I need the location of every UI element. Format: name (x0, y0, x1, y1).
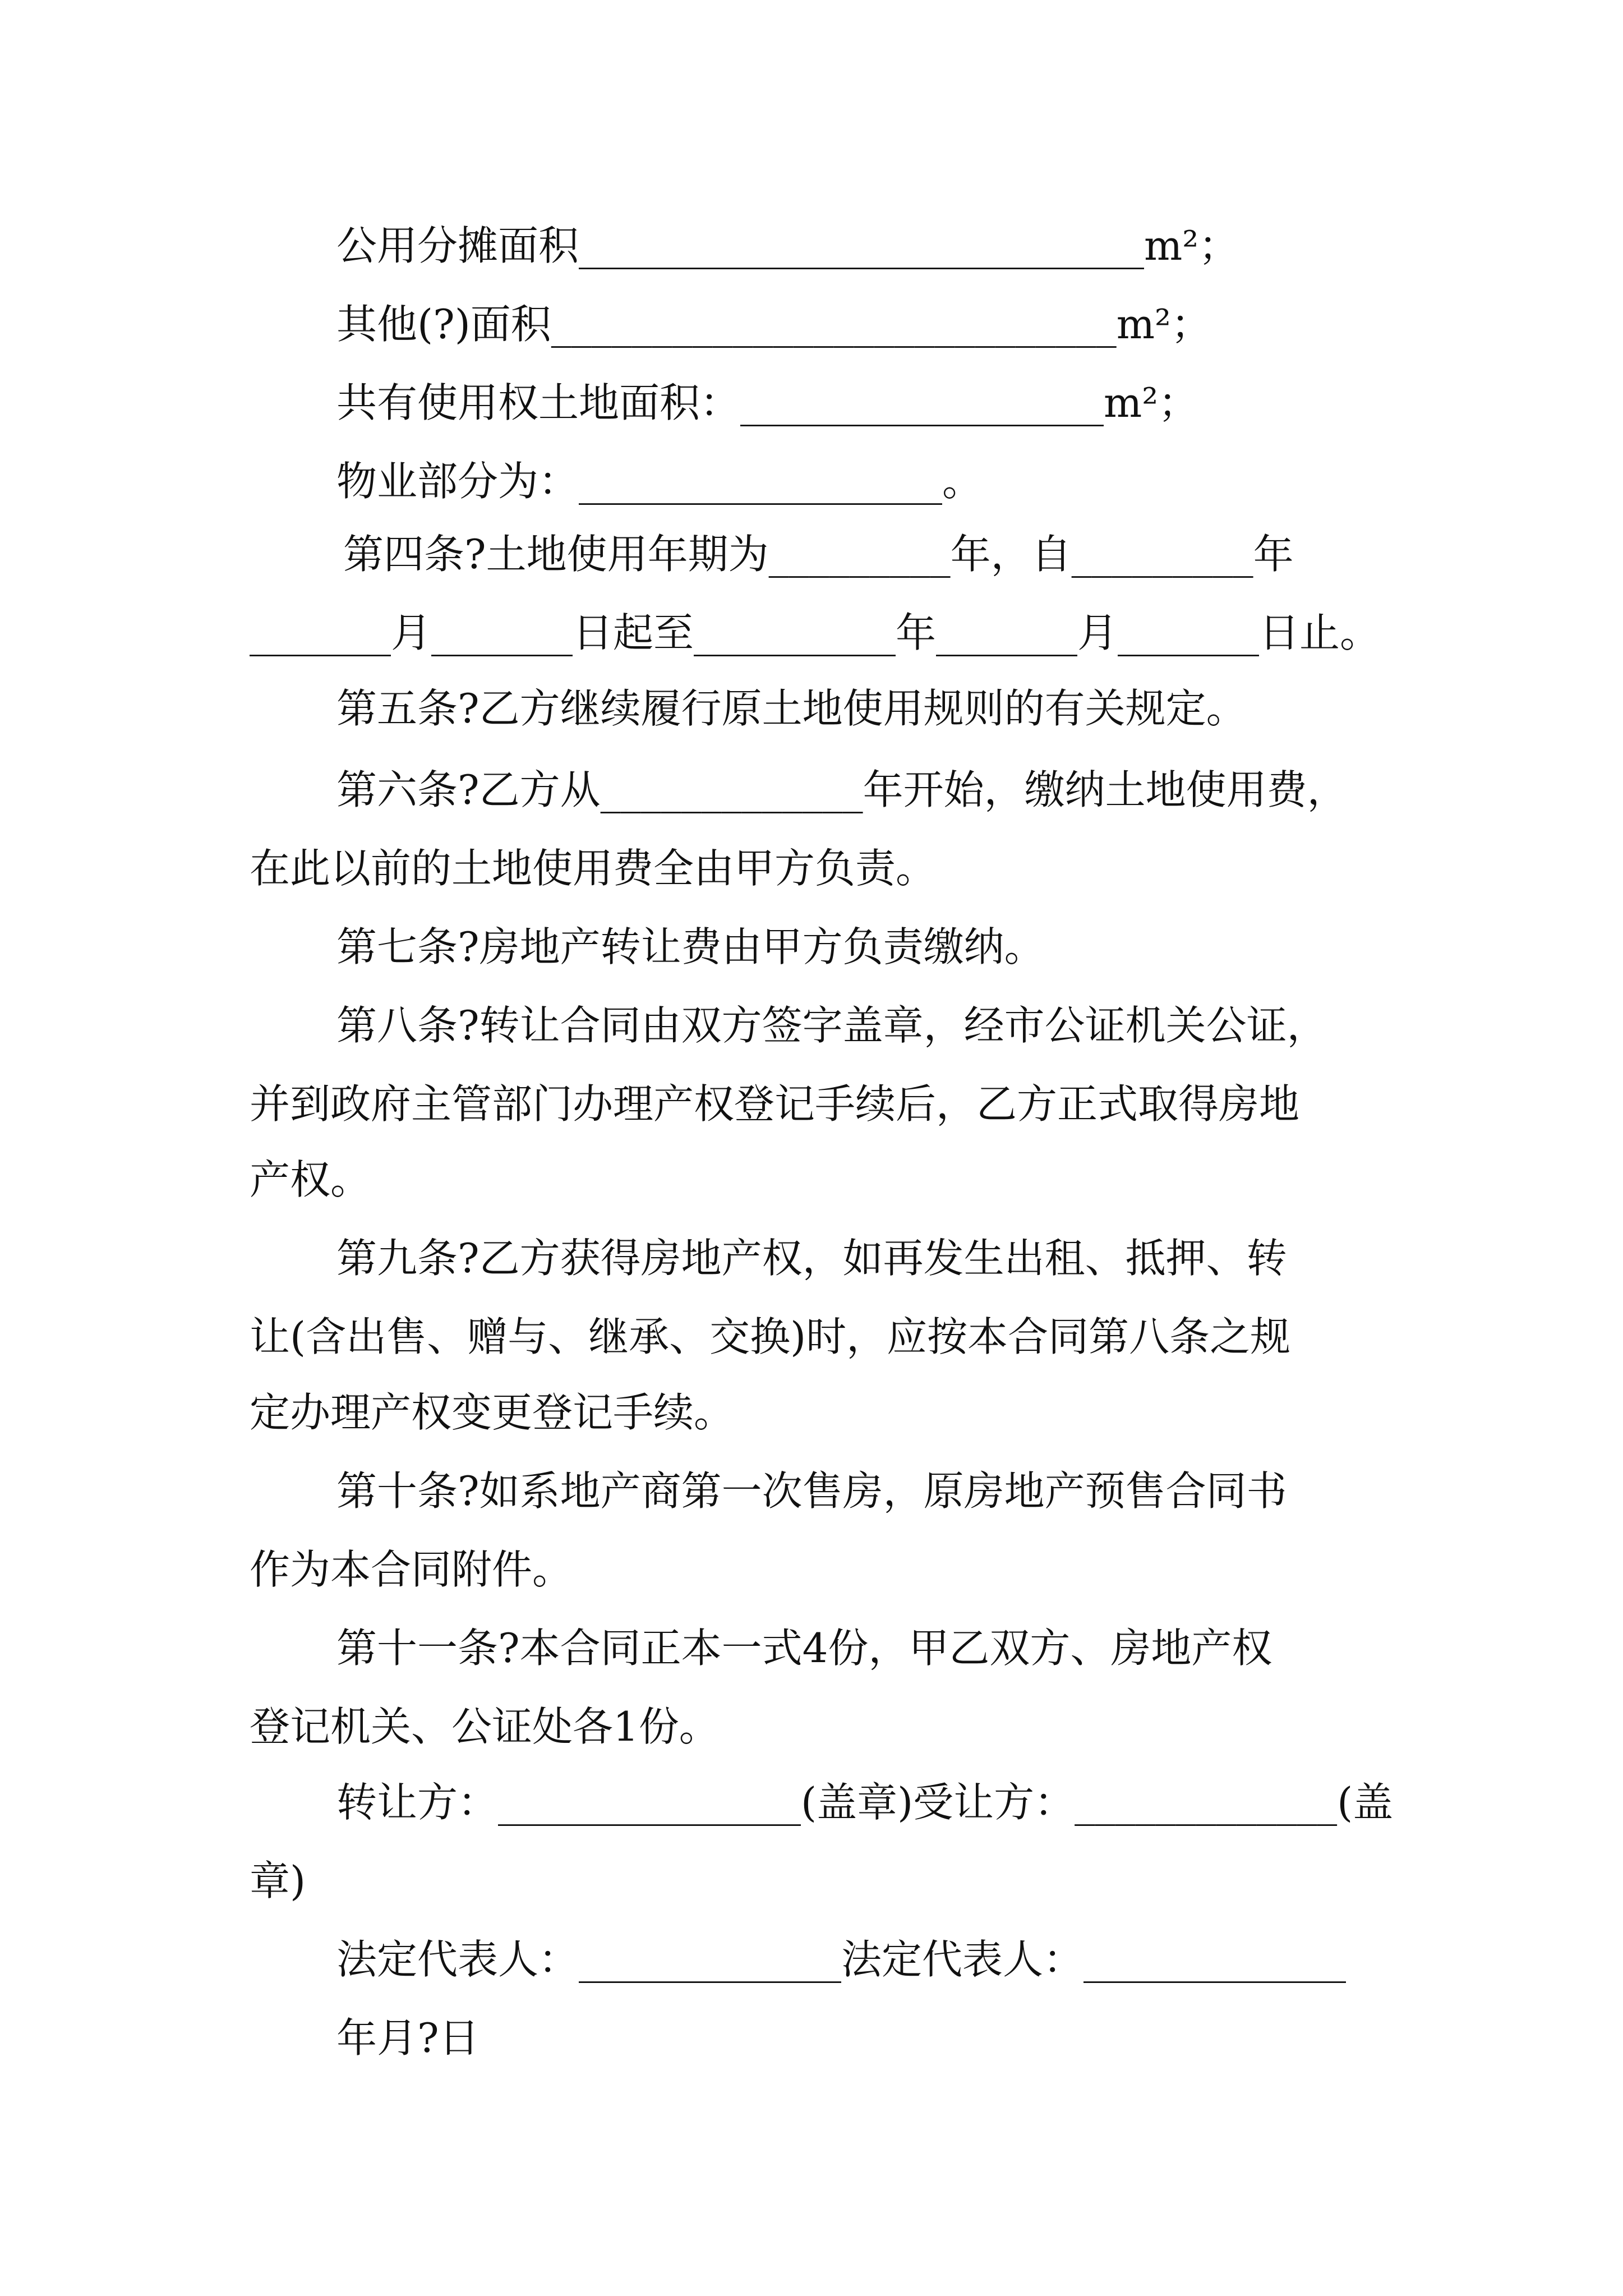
article-6-line: 第六条?乙方从_____________年开始，缴纳土地使用费， (336, 766, 1348, 813)
article-4-line: 第四条?土地使用年期为_________年，自_________年 (343, 531, 1294, 578)
article-10-line: 第十条?如系地产商第一次售房，原房地产预售合同书 (336, 1467, 1287, 1515)
property-part-line: 物业部分为：__________________。 (336, 458, 983, 505)
date-line: 年月?日 (336, 2014, 479, 2062)
article-6-continuation: 在此以前的土地使用费全由甲方负责。 (250, 845, 937, 892)
signatories-line: 转让方：_______________(盖章)受让方：_____________(盖 (336, 1779, 1394, 1826)
article-7-line: 第七条?房地产转让费由甲方负责缴纳。 (336, 923, 1045, 970)
article-9-continuation: 让(含出售、赠与、继承、交换)时，应按本合同第八条之规 (250, 1313, 1291, 1360)
article-5-line: 第五条?乙方继续履行原土地使用规则的有关规定。 (336, 685, 1247, 732)
other-area-line: 其他(?)面积____________________________m²； (336, 301, 1211, 348)
article-8-end: 产权。 (250, 1156, 371, 1203)
land-area-line: 共有使用权土地面积：__________________m²； (336, 379, 1199, 426)
article-11-end: 登记机关、公证处各1份。 (250, 1703, 720, 1750)
signatories-end: 章) (250, 1857, 306, 1904)
article-9-line: 第九条?乙方获得房地产权，如再发生出租、抵押、转 (336, 1235, 1287, 1282)
shared-area-line: 公用分摊面积____________________________m²； (336, 222, 1239, 269)
article-8-continuation: 并到政府主管部门办理产权登记手续后，乙方正式取得房地 (250, 1080, 1300, 1128)
article-10-end: 作为本合同附件。 (250, 1546, 573, 1593)
article-11-line: 第十一条?本合同正本一式4份，甲乙双方、房地产权 (336, 1625, 1272, 1672)
legal-representatives-line: 法定代表人：_____________法定代表人：_____________ (336, 1936, 1347, 1983)
article-8-line: 第八条?转让合同由双方签字盖章，经市公证机关公证， (336, 1002, 1327, 1049)
article-4-continuation: _______月_______日起至__________年_______月_______日止。 (250, 609, 1381, 656)
article-9-end: 定办理产权变更登记手续。 (250, 1389, 735, 1436)
